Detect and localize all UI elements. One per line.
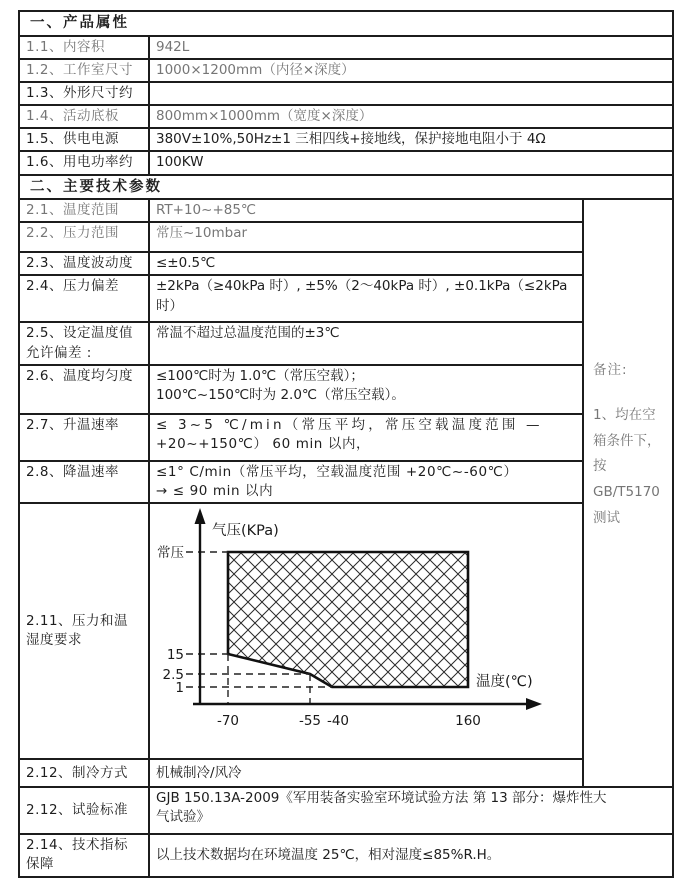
spec-value xyxy=(149,82,673,105)
spec-value: 以上技术数据均在环境温度 25℃，相对湿度≤85%R.H。 xyxy=(149,834,673,876)
row-2-7 xyxy=(19,414,673,461)
row-2-3 xyxy=(19,252,673,275)
spec-label: 1.3、外形尺寸约 xyxy=(19,82,149,105)
row-1-4 xyxy=(19,105,673,128)
spec-document xyxy=(18,10,674,878)
spec-label: 2.6、温度均匀度 xyxy=(19,365,149,414)
section1-title: 一、产品属性 xyxy=(19,11,673,36)
spec-label: 1.1、内容积 xyxy=(19,36,149,59)
row-1-6 xyxy=(19,151,673,174)
envelope-diagram xyxy=(150,504,580,752)
spec-value: RT+10~+85℃ xyxy=(149,199,583,222)
y-axis-arrow xyxy=(195,508,206,524)
spec-value: ≤±0.5℃ xyxy=(149,252,583,275)
row-2-8 xyxy=(19,461,673,503)
x-tick-m55: -55 xyxy=(298,713,322,730)
row-2-12-cooling xyxy=(19,759,673,787)
x-axis-label: 温度(℃) xyxy=(476,674,533,691)
spec-value: 800mm×1000mm（宽度×深度） xyxy=(149,105,673,128)
spec-label: 1.6、用电功率约 xyxy=(19,151,149,174)
x-tick-m40: -40 xyxy=(326,713,350,730)
row-2-11 xyxy=(19,503,673,759)
spec-value: 380V±10%,50Hz±1 三相四线+接地线，保护接地电阻小于 4Ω xyxy=(149,128,673,151)
spec-value: GJB 150.13A-2009《军用装备实验室环境试验方法 第 13 部分：爆炸性大 气试验》 xyxy=(149,787,673,834)
spec-value: 常压~10mbar xyxy=(149,222,583,252)
remark-note: 1、均在空 箱条件下， 按 GB/T5170 测试 xyxy=(593,407,661,526)
spec-label: 2.14、技术指标 保障 xyxy=(19,834,149,876)
row-2-2 xyxy=(19,222,673,252)
section2-title: 二、主要技术参数 xyxy=(19,175,673,200)
y-axis-label: 气压(KPa) xyxy=(212,523,279,540)
y-tick-15: 15 xyxy=(166,647,184,664)
spec-label: 2.8、降温速率 xyxy=(19,461,149,503)
spec-value: ≤ 3~5 ℃/min（常压平均，常压空载温度范围 — +20~+150℃） 60 min 以内， xyxy=(149,414,583,461)
spec-value: 100KW xyxy=(149,151,673,174)
y-tick-1: 1 xyxy=(175,680,184,697)
spec-value: ≤1° C/min（常压平均，空载温度范围 +20℃~-60℃） → ≤ 90 min 以内 xyxy=(149,461,583,503)
section2-header-row xyxy=(19,175,673,200)
row-1-5 xyxy=(19,128,673,151)
y-tick-2-5: 2.5 xyxy=(162,667,184,684)
spec-value: 常温不超过总温度范围的±3℃ xyxy=(149,322,583,364)
x-tick-160: 160 xyxy=(455,713,481,730)
row-2-12-standard xyxy=(19,787,673,834)
spec-value: ≤100℃时为 1.0℃（常压空载）； 100℃~150℃时为 2.0℃（常压空载）。 xyxy=(149,365,583,414)
spec-value: 942L xyxy=(149,36,673,59)
remark-title: 备注: xyxy=(593,362,628,379)
row-2-4 xyxy=(19,275,673,322)
x-axis-arrow xyxy=(526,698,542,710)
spec-label: 1.4、活动底板 xyxy=(19,105,149,128)
spec-label: 2.3、温度波动度 xyxy=(19,252,149,275)
spec-value: ±2kPa（≥40kPa 时）, ±5%（2～40kPa 时）, ±0.1kPa（≤2kPa 时） xyxy=(149,275,583,322)
row-2-5 xyxy=(19,322,673,364)
spec-label: 1.5、供电电源 xyxy=(19,128,149,151)
row-1-1 xyxy=(19,36,673,59)
spec-label: 2.1、温度范围 xyxy=(19,199,149,222)
y-tick-atm: 常压 xyxy=(157,545,184,562)
row-2-6 xyxy=(19,365,673,414)
row-1-2 xyxy=(19,59,673,82)
spec-value: 机械制冷/风冷 xyxy=(149,759,583,787)
spec-label: 2.12、制冷方式 xyxy=(19,759,149,787)
spec-label: 2.7、升温速率 xyxy=(19,414,149,461)
spec-label: 2.11、压力和温 湿度要求 xyxy=(19,503,149,759)
spec-label: 1.2、工作室尺寸 xyxy=(19,59,149,82)
remark-cell xyxy=(583,199,673,787)
x-tick-m70: -70 xyxy=(216,713,240,730)
pressure-temperature-chart xyxy=(149,503,583,759)
row-2-1 xyxy=(19,199,673,222)
spec-label: 2.5、设定温度值 允许偏差 : xyxy=(19,322,149,364)
envelope-region xyxy=(228,552,468,687)
row-1-3 xyxy=(19,82,673,105)
spec-label: 2.2、压力范围 xyxy=(19,222,149,252)
spec-label: 2.4、压力偏差 xyxy=(19,275,149,322)
spec-value: 1000×1200mm（内径×深度） xyxy=(149,59,673,82)
spec-label: 2.12、试验标准 xyxy=(19,787,149,834)
spec-table xyxy=(18,10,674,878)
section1-header-row xyxy=(19,11,673,36)
